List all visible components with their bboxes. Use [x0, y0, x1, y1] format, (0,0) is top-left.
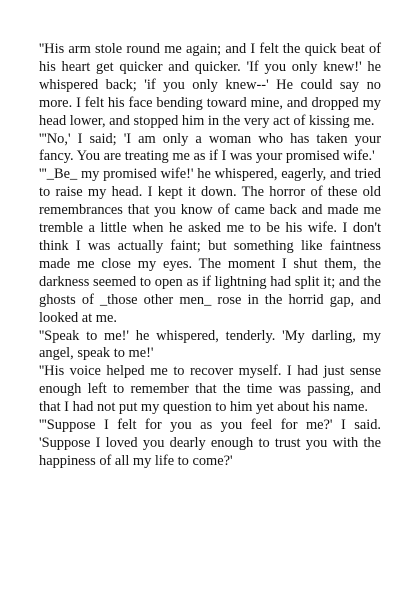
paragraph-1: ''His arm stole round me again; and I felt the quick beat of his heart get quicker and quicker. 'If you only knew!' he whispered back; 'if you only knew--' He could say no more. I felt his face bending toward mine, and dropped my head lower, and stopped him in the very act of kissing me.	[39, 41, 381, 129]
document-page	[39, 41, 381, 471]
paragraph-6: '''Suppose I felt for you as you feel for me?' I said. 'Suppose I loved you dearly enough to trust you with the happiness of all my life to come?'	[39, 417, 381, 469]
paragraph-5: ''His voice helped me to recover myself. I had just sense enough left to remember that the time was passing, and that I had not put my question to him yet about his name.	[39, 363, 381, 416]
paragraph-3: '''_Be_ my promised wife!' he whispered, eagerly, and tried to raise my head. I kept it down. The horror of these old remembrances that you know of came back and made me tremble a little when he asked me to be his wife. I don't think I was actually faint; but something like faintness made me close my eyes. The moment I shut them, the darkness seemed to open as if lightning had split it; and the ghosts of _those other men_ rose in the horrid gap, and looked at me.	[39, 166, 381, 326]
paragraph-4: ''Speak to me!' he whispered, tenderly. 'My darling, my angel, speak to me!'	[39, 327, 381, 362]
paragraph-2: '''No,' I said; 'I am only a woman who has taken your fancy. You are treating me as if I was your promised wife.'	[39, 130, 381, 165]
